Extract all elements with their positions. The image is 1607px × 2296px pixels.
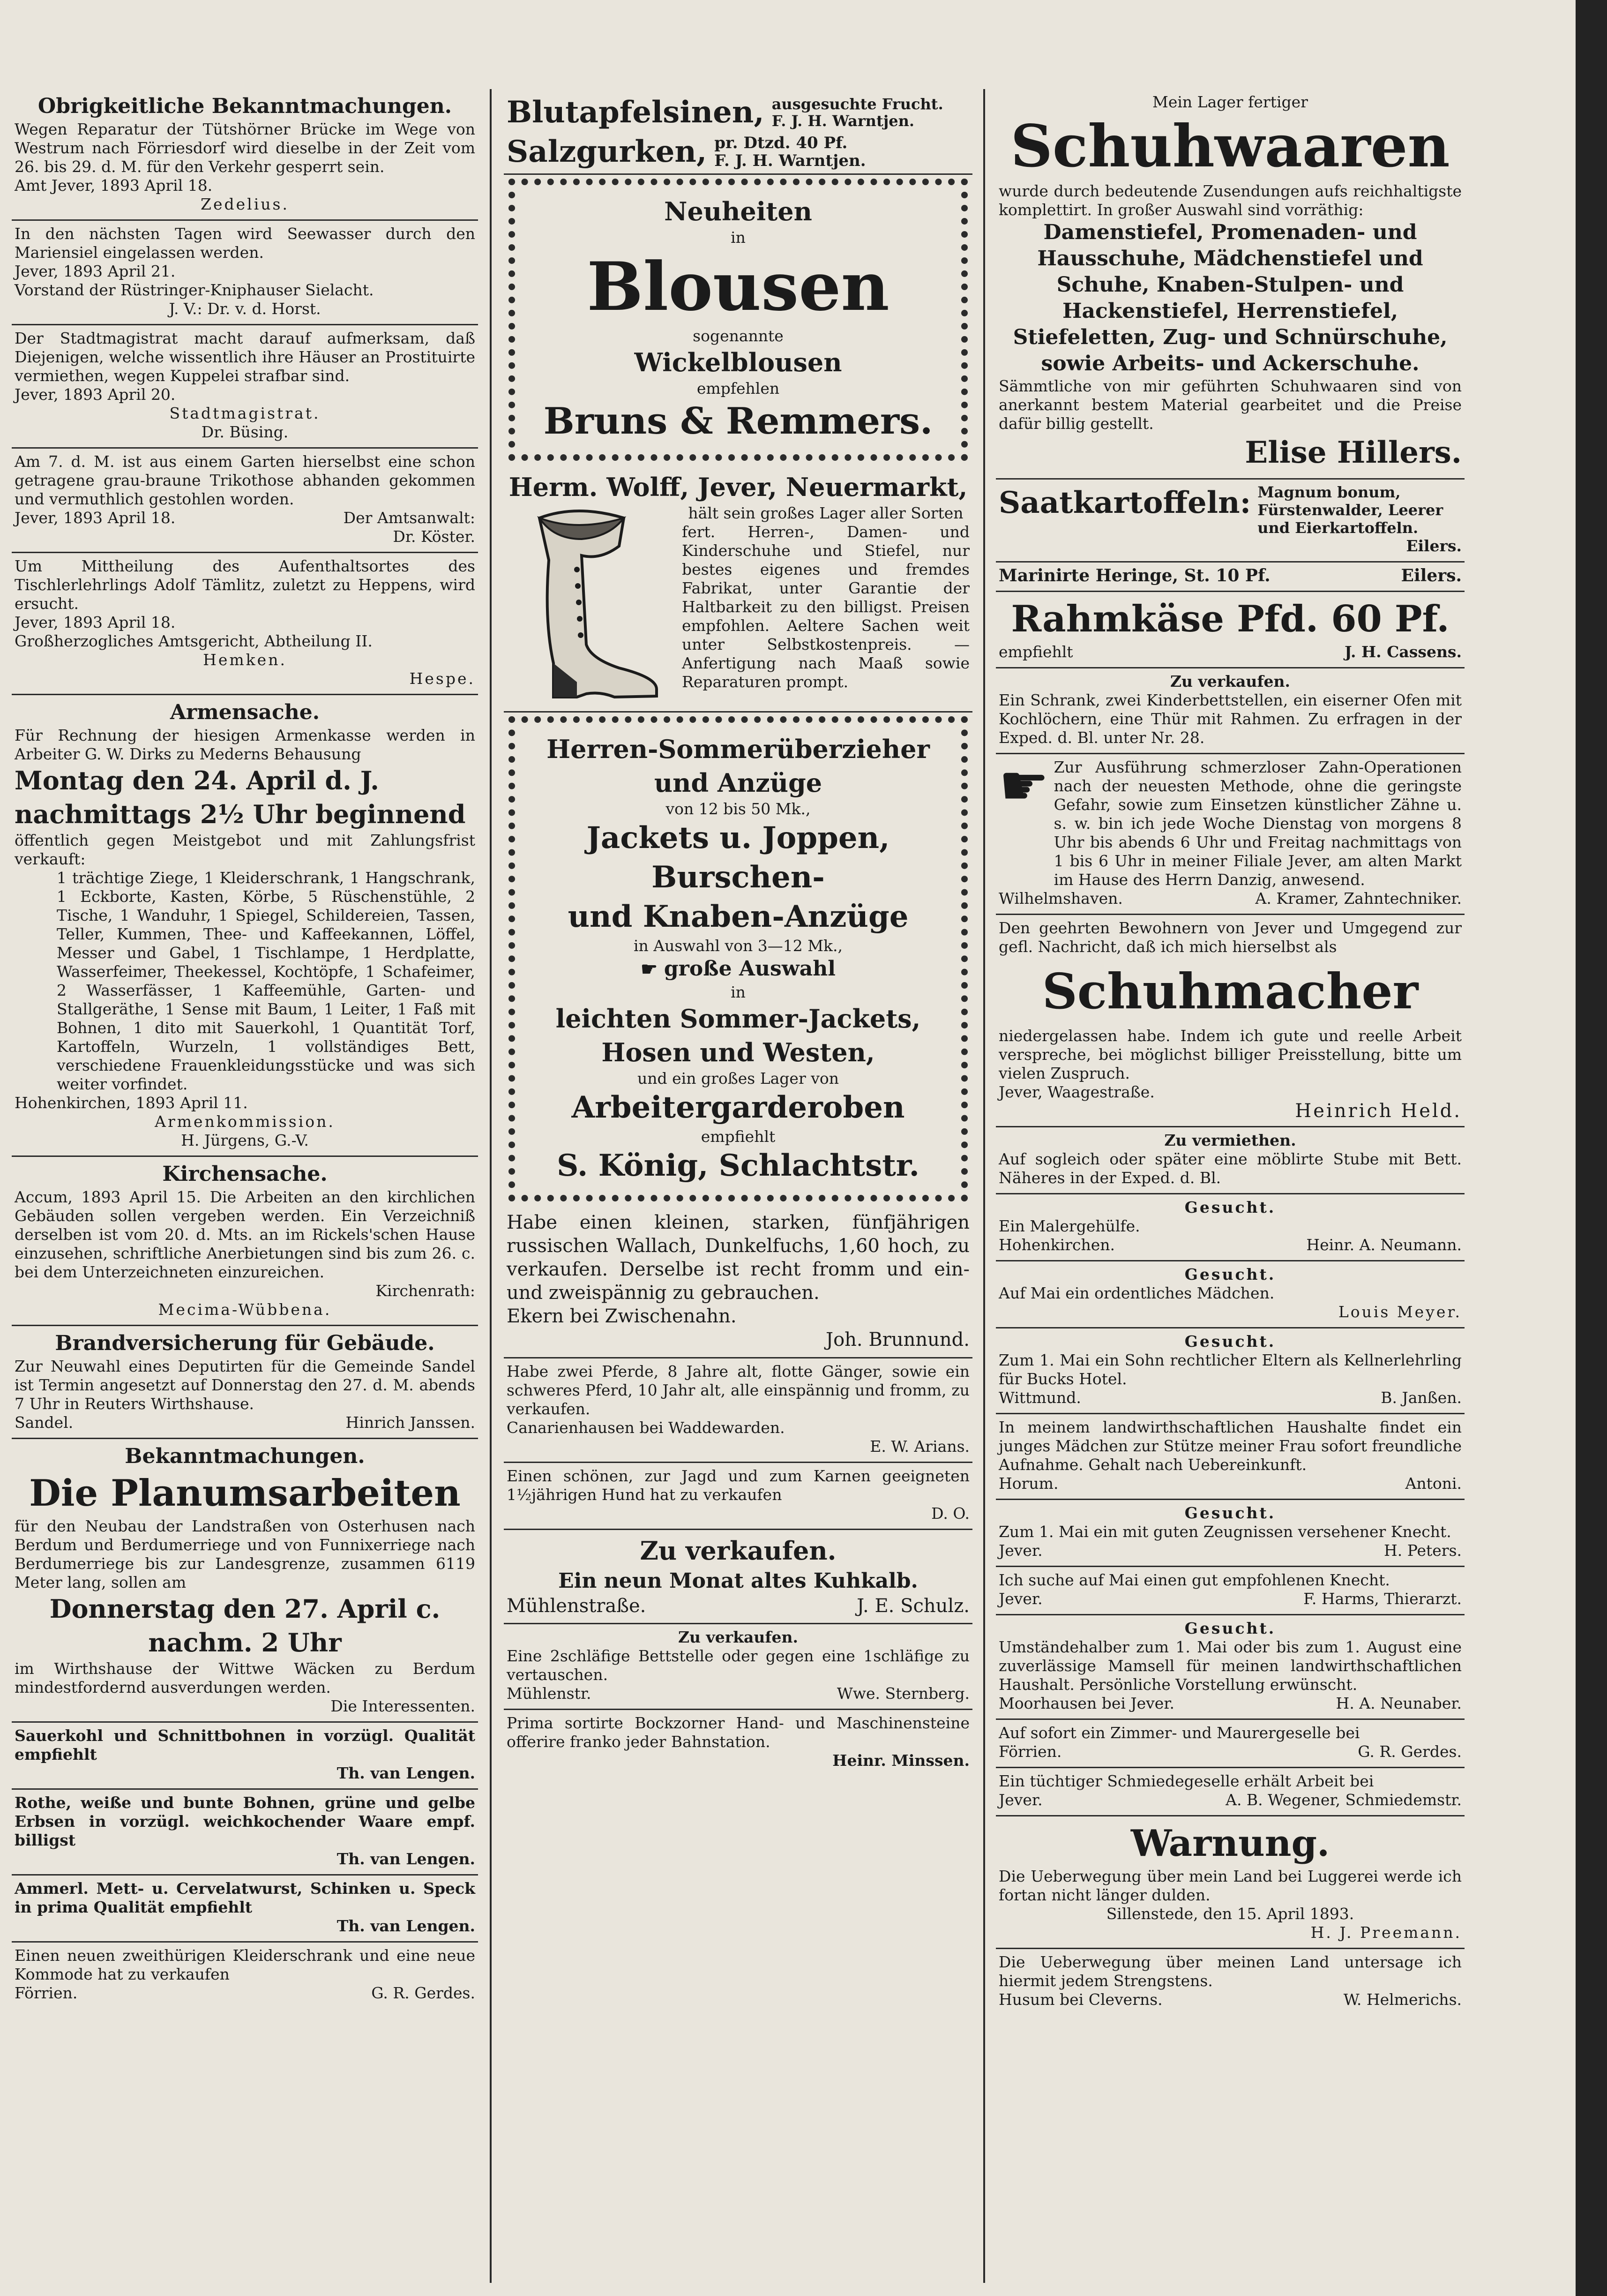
ad-blouses-frame	[508, 179, 968, 461]
ad-text: Die Ueberwegung über mein Land bei Luggerei werde ich fortan nicht länger dulden.	[999, 1867, 1462, 1904]
ad-line: Hosen und Westen,	[601, 1037, 875, 1067]
ad-signature: Louis Meyer.	[1338, 1303, 1462, 1321]
ad-signature: B. Janßen.	[1381, 1388, 1462, 1407]
ad-place: Mühlenstr.	[507, 1684, 591, 1703]
ad-text: Zur Ausführung schmerzloser Zahn-Operationen nach der neuesten Methode, ohne die geringste Gefahr, sowie zum Einsetzen künstlicher Zähne u. s. w. bin ich jede Woche Dienstag von morgens 8 Uhr bis abends 6 Uhr und Freitag nachmittags von 1 bis 6 Uhr in meiner Filiale Jever, am alten Markt im Hause des Herrn Danzig, anwesend.	[1054, 758, 1462, 889]
notice-poor-fund	[12, 695, 478, 1157]
ad-signature: Th. van Lengen.	[336, 1850, 475, 1868]
notice-signature: H. Jürgens, G.-V.	[181, 1131, 309, 1149]
ad-text: Auf sogleich oder später eine möblirte Stube mit Bett. Näheres in der Exped. d. Bl.	[999, 1150, 1462, 1187]
ad-title: Zu verkaufen.	[640, 1536, 837, 1566]
notice-signature: J. V.: Dr. v. d. Horst.	[169, 300, 321, 318]
notice-place: Jever, 1893 April 21.	[15, 262, 176, 280]
ad-line: empfiehlt	[701, 1127, 776, 1146]
ad-place: Ekern bei Zwischenahn.	[507, 1306, 737, 1327]
ad-sausage	[12, 1876, 478, 1943]
ad-signature: A. B. Wegener, Schmiedemstr.	[1226, 1791, 1462, 1809]
notice-place: Jever, 1893 April 20.	[15, 385, 176, 404]
ad-line: in	[731, 983, 746, 1001]
ad-title: Rahmkäse Pfd. 60 Pf.	[1011, 598, 1450, 640]
ad-line: Arbeitergarderoben	[571, 1090, 905, 1125]
column-right	[996, 89, 1465, 2277]
ad-text: Zum 1. Mai ein Sohn rechtlicher Eltern als Kellnerlehrling für Bucks Hotel.	[999, 1351, 1462, 1388]
ad-firm: Bruns & Remmers.	[543, 400, 933, 443]
ad-horse	[504, 1207, 972, 1358]
ad-title: Herm. Wolff, Jever, Neuermarkt,	[508, 472, 968, 502]
notice-text: Accum, 1893 April 15. Die Arbeiten an den kirchlichen Gebäuden sollen vergeben werden. Ein Verzeichniß derselben ist vom 20. d. Mts. an im Rickels'schen Hause einzusehen, schriftliche Anerbietungen sind bis zum 26. c. bei dem Unterzeichneten einzureichen.	[15, 1188, 475, 1281]
ad-title: Gesucht.	[1184, 1198, 1276, 1216]
notice-signature: Dr. Köster.	[393, 527, 475, 546]
ad-line: leichten Sommer-Jackets,	[555, 1004, 921, 1034]
ad-text: Zum 1. Mai ein mit guten Zeugnissen versehener Knecht.	[999, 1523, 1451, 1541]
ad-line: sogenannte	[693, 327, 784, 345]
ad-sauerkraut	[12, 1723, 478, 1790]
ad-place: Jever.	[999, 1541, 1043, 1560]
notice-date: Donnerstag den 27. April c.	[49, 1594, 441, 1624]
ad-beans	[12, 1790, 478, 1876]
ad-signature: H. A. Neunaber.	[1336, 1694, 1462, 1712]
ad-calf	[504, 1530, 972, 1624]
notice-fire-insurance	[12, 1326, 478, 1439]
notice-title: Kirchensache.	[162, 1162, 328, 1186]
notice-place: Jever, 1893 April 18.	[15, 509, 176, 527]
ad-text: Prima sortirte Bockzorner Hand- und Maschinensteine offerire franko jeder Bahnstation.	[507, 1714, 970, 1751]
ad-bed	[504, 1624, 972, 1710]
ad-wardrobe	[12, 1943, 478, 2008]
notice-org: Stadtmagistrat.	[169, 404, 321, 422]
ad-title: Zu vermiethen.	[1164, 1131, 1296, 1149]
ad-title: Gesucht.	[1184, 1265, 1276, 1283]
ad-place: Jever.	[999, 1791, 1043, 1809]
ad-place: Horum.	[999, 1474, 1059, 1493]
notice-title: Bekanntmachungen.	[125, 1444, 365, 1468]
notice-org: Großherzogliches Amtsgericht, Abtheilung II.	[15, 632, 373, 650]
notice-org: Vorstand der Rüstringer-Kniphauser Sielacht.	[15, 281, 374, 299]
ad-signature: F. J. H. Warntjen.	[714, 151, 866, 170]
ad-pickles	[507, 132, 970, 172]
ad-text: Rothe, weiße und bunte Bohnen, grüne und gelbe Erbsen in vorzügl. weichkochender Waare empf. billigst	[15, 1793, 475, 1849]
ad-wanted-apprentice	[996, 1328, 1465, 1414]
ad-note: pr. Dtzd. 40 Pf.	[714, 134, 848, 152]
ad-shoes-wolff	[504, 466, 972, 713]
pointing-hand-icon: ☛	[999, 753, 1049, 818]
ad-herring	[996, 563, 1465, 592]
ad-place: Förrien.	[15, 1984, 78, 2002]
ad-text: Auf Mai ein ordentliches Mädchen.	[999, 1284, 1275, 1302]
notice-signature: Hinrich Janssen.	[345, 1413, 475, 1432]
column-rule	[983, 89, 985, 2283]
ad-stones	[504, 1710, 972, 1776]
ad-title: Saatkartoffeln:	[999, 485, 1251, 520]
ad-text: Die Ueberwegung über meinen Land untersage ich hiermit jedem Strengstens.	[999, 1953, 1462, 1990]
ad-title: Blutapfelsinen,	[507, 95, 764, 130]
notice-signature: Mecima-Wübbena.	[158, 1300, 332, 1319]
ad-signature: J. E. Schulz.	[857, 1595, 970, 1617]
ad-place: Canarienhausen bei Waddewarden.	[507, 1418, 785, 1437]
ad-firm: S. König, Schlachtstr.	[557, 1148, 919, 1183]
ad-line: große Auswahl	[664, 957, 836, 981]
ad-title: Zu verkaufen.	[678, 1628, 799, 1646]
ad-line: Neuheiten	[664, 196, 812, 226]
ad-room	[996, 1127, 1465, 1194]
ad-dog	[504, 1463, 972, 1530]
ad-dentist	[996, 754, 1465, 915]
ad-subheadline: Wickelblousen	[634, 347, 842, 377]
ad-text: hält sein großes Lager aller Sorten	[688, 504, 964, 522]
column-rule	[490, 89, 492, 2283]
ad-signature: Th. van Lengen.	[336, 1917, 475, 1935]
ad-wanted-mamsell	[996, 1615, 1465, 1720]
ad-headline: Blousen	[587, 248, 889, 326]
ad-line: und Knaben-Anzüge	[568, 899, 909, 934]
ad-signature: Elise Hillers.	[1245, 435, 1462, 470]
notice-org: Der Amtsanwalt:	[343, 509, 475, 527]
ad-menswear-frame	[508, 716, 968, 1201]
notice-signature: Dr. Büsing.	[201, 423, 289, 441]
notice-magistrate	[12, 325, 478, 449]
ad-signature: H. Peters.	[1384, 1541, 1462, 1560]
ad-text: Ammerl. Mett- u. Cervelatwurst, Schinken u. Speck in prima Qualität empfiehlt	[15, 1879, 475, 1916]
ad-signature: Heinr. A. Neumann.	[1306, 1236, 1462, 1254]
pointing-hand-icon: ☛	[641, 958, 664, 980]
ad-text: Umständehalber zum 1. Mai oder bis zum 1. August eine zuverlässige Mamsell für meinen landwirthschaftlichen Haushalt. Persönliche Vorstellung erwünscht.	[999, 1638, 1462, 1694]
ad-text: Ein neun Monat altes Kuhkalb.	[558, 1569, 918, 1593]
ad-line: Mein Lager fertiger	[1152, 93, 1308, 111]
ad-place: Sillenstede, den 15. April 1893.	[1106, 1905, 1354, 1923]
ad-text: Habe einen kleinen, starken, fünfjährigen russischen Wallach, Dunkelfuchs, 1,60 hoch, zu verkaufen. Derselbe ist recht fromm und ein- und zweispännig zu gebrauchen.	[507, 1212, 970, 1304]
ad-headline: Schuhwaaren	[1010, 113, 1450, 180]
notice-text: Der Stadtmagistrat macht darauf aufmerksam, daß Diejenigen, welche wissentlich ihre Häuser an Prostituirte vermiethen, wegen Kuppelei strafbar sind.	[15, 329, 475, 385]
notice-seawater	[12, 221, 478, 325]
notice-signature-2: Hespe.	[409, 669, 475, 688]
ad-line: Jackets u. Joppen,	[586, 820, 890, 855]
ad-place: Jever.	[999, 1590, 1043, 1608]
notice-text: Um Mittheilung des Aufenthaltsortes des Tischlerlehrlings Adolf Tämlitz, zuletzt zu Heppens, wird ersucht.	[15, 557, 475, 613]
ad-text: In meinem landwirthschaftlichen Haushalte findet ein junges Mädchen zur Stütze meiner Frau sofort freundliche Aufnahme. Gehalt nach Uebereinkunft.	[999, 1418, 1462, 1474]
notice-text: Wegen Reparatur der Tütshörner Brücke im Wege von Westrum nach Förriesdorf wird dieselbe in der Zeit vom 26. bis 29. d. M. für den Verkehr gesperrt sein.	[15, 120, 475, 176]
ad-wanted-painter	[996, 1194, 1465, 1261]
notice-official	[12, 89, 478, 221]
ad-carpenter	[996, 1720, 1465, 1768]
ad-text: Habe zwei Pferde, 8 Jahre alt, flotte Gänger, sowie ein schweres Pferd, 10 Jahr alt, alle einspännig und fromm, zu verkaufen.	[507, 1362, 970, 1418]
ad-shoes-hillers	[996, 89, 1465, 480]
notice-court	[12, 553, 478, 695]
ad-note: empfiehlt	[999, 643, 1073, 661]
ad-title: Gesucht.	[1184, 1619, 1276, 1637]
ad-text: Auf sofort ein Zimmer- und Maurergeselle bei	[999, 1724, 1360, 1742]
notice-signature: Die Interessenten.	[330, 1697, 475, 1715]
ad-signature: Wwe. Sternberg.	[837, 1684, 970, 1703]
notice-text: für den Neubau der Landstraßen von Osterhusen nach Berdum und Berdumerriege und von Funnixerriege nach Berdumerriege bis zur Landesgrenze, zusammen 6119 Meter lang, sollen am	[15, 1517, 475, 1591]
notice-title: Obrigkeitliche Bekanntmachungen.	[37, 94, 452, 118]
ad-place: Husum bei Cleverns.	[999, 1990, 1163, 2009]
auction-date: Montag den 24. April d. J.	[15, 765, 379, 795]
notice-headline: Die Planumsarbeiten	[29, 1472, 461, 1515]
ad-text: Ein tüchtiger Schmiedegeselle erhält Arbeit bei	[999, 1772, 1374, 1790]
notice-org: Armenkommission.	[155, 1112, 335, 1131]
ad-text: Ein Schrank, zwei Kinderbettstellen, ein eiserner Ofen mit Kochlöchern, eine Thür mit Rahmen. Zu erfragen in der Exped. d. Bl. unter Nr. 28.	[999, 691, 1462, 747]
ad-headline: Schuhmacher	[1042, 962, 1419, 1020]
notice-text: Am 7. d. M. ist aus einem Garten hierselbst eine schon getragene grau-braune Trikothose abhanden gekommen und vermuthlich gestohlen worden.	[15, 452, 475, 508]
ad-text: Ich suche auf Mai einen gut empfohlenen Knecht.	[999, 1571, 1390, 1589]
ad-text: Sauerkohl und Schnittbohnen in vorzügl. Qualität empfiehlt	[15, 1726, 475, 1763]
notice-place: Hohenkirchen, 1893 April 11.	[15, 1094, 248, 1112]
ad-text: Den geehrten Bewohnern von Jever und Umgegend zur gefl. Nachricht, daß ich mich hierselbst als	[999, 919, 1462, 956]
ad-signature: Th. van Lengen.	[336, 1764, 475, 1782]
ad-place: Wittmund.	[999, 1388, 1081, 1407]
ad-text: Marinirte Heringe, St. 10 Pf.	[999, 566, 1271, 585]
ad-signature: G. R. Gerdes.	[1358, 1742, 1462, 1761]
ad-text: wurde durch bedeutende Zusendungen aufs reichhaltigste komplettirt. In großer Auswahl sind vorräthig:	[999, 182, 1462, 219]
ad-text-2: fert. Herren-, Damen- und Kinderschuhe und Stiefel, nur bestes eigenes und fremdes Fabrikat, unter Garantie der Haltbarkeit zu den billigst. Preisen empfohlen. Aeltere Sachen weit unter Selbstkostenpreis. — Anfertigung nach Maaß sowie Reparaturen prompt.	[682, 523, 970, 691]
scan-edge	[1576, 0, 1607, 2296]
ad-text-2: Sämmtliche von mir geführten Schuhwaaren sind von anerkannt bestem Material gearbeitet und die Preise dafür billig gestellt.	[999, 377, 1462, 433]
notice-place: Jever, 1893 April 18.	[15, 613, 176, 631]
ad-signature: Joh. Brunnund.	[826, 1329, 970, 1351]
notice-text: Zur Neuwahl eines Deputirten für die Gemeinde Sandel ist Termin angesetzt auf Donnerstag den 27. d. M. abends 7 Uhr in Reuters Wirthshause.	[15, 1357, 475, 1413]
ad-line: empfehlen	[696, 379, 780, 398]
ad-title: Zu verkaufen.	[1170, 672, 1291, 690]
ad-signature: G. R. Gerdes.	[371, 1984, 475, 2002]
notice-church	[12, 1157, 478, 1326]
ad-oranges	[504, 89, 972, 175]
ad-place: Jever, Waagestraße.	[999, 1083, 1155, 1101]
ad-text: Einen schönen, zur Jagd und zum Karnen geeigneten 1½jährigen Hund hat zu verkaufen	[507, 1467, 970, 1504]
ad-signature: A. Kramer, Zahntechniker.	[1255, 889, 1462, 908]
ad-wanted-maid	[996, 1261, 1465, 1328]
ad-signature: D. O.	[931, 1504, 970, 1523]
ad-place: Förrien.	[999, 1742, 1062, 1761]
notice-place: Amt Jever, 1893 April 18.	[15, 176, 213, 195]
ad-title: Warnung.	[1130, 1822, 1330, 1865]
ad-text: Ein Malergehülfe.	[999, 1217, 1140, 1235]
ad-household-help	[996, 1414, 1465, 1500]
notice-text-2: im Wirthshause der Wittwe Wäcken zu Berdum mindestfordernd ausverdungen werden.	[15, 1659, 475, 1696]
notice-signature: Zedelius.	[201, 195, 289, 213]
ad-line: in	[731, 228, 746, 247]
column-middle	[504, 89, 972, 2277]
ad-line: Herren-Sommerüberzieher	[546, 734, 930, 764]
ad-line: und ein großes Lager von	[637, 1069, 839, 1088]
ad-text: Magnum bonum, Fürstenwalder, Leerer und Eierkartoffeln.	[1257, 483, 1443, 537]
ad-signature: Antoni.	[1405, 1474, 1462, 1493]
ad-signature: F. Harms, Thierarzt.	[1303, 1590, 1462, 1608]
ad-wanted-farmhand	[996, 1500, 1465, 1567]
ad-text: Eine 2schläfige Bettstelle oder gegen eine 1schläfige zu vertauschen.	[507, 1647, 970, 1684]
notice-org: Kirchenrath:	[375, 1282, 475, 1300]
ad-warning	[996, 1816, 1465, 1949]
boot-illustration	[507, 504, 675, 705]
ad-place: Wilhelmshaven.	[999, 889, 1123, 908]
notice-text: Für Rechnung der hiesigen Armenkasse werden in Arbeiter G. W. Dirks zu Mederns Behausung	[15, 726, 475, 763]
ad-cheese	[996, 592, 1465, 668]
ad-line: Burschen-	[651, 860, 825, 895]
ad-note: ausgesuchte Frucht.	[771, 95, 943, 113]
ad-signature: Eilers.	[1401, 566, 1462, 585]
ad-warning-2	[996, 1949, 1465, 2015]
notice-title: Armensache.	[170, 700, 320, 724]
ad-signature: J. H. Cassens.	[1344, 643, 1462, 661]
auction-time: nachmittags 2½ Uhr beginnend	[15, 799, 466, 829]
ad-signature: H. J. Preemann.	[1310, 1923, 1462, 1942]
ad-text-2: niedergelassen habe. Indem ich gute und reelle Arbeit verspreche, bei möglichst billiger Preisstellung, bitte um vielen Zuspruch.	[999, 1027, 1462, 1082]
ad-line: und Anzüge	[654, 768, 822, 798]
auction-items: 1 trächtige Ziege, 1 Kleiderschrank, 1 Hangschrank, 1 Eckborte, Kasten, Körbe, 5 Rüschenstühle, 2 Tische, 1 Wanduhr, 1 Spiegel, Schildereien, Tassen, Teller, Kummen, Thee- und Kaffeekannen, Löffel, Messer und Gabel, 1 Tischlampe, 1 Herdplatte, Wasserfeimer, Theekessel, Kochtöpfe, 1 Schafeimer, 2 Wasserfässer, 1 Kaffeemühle, Garten- und Stallgeräthe, 1 Sense mit Baum, 1 Leiter, 1 Faß mit Bohnen, 1 dito mit Sauerkohl, 1 Quantität Torf, Kartoffeln, Wurzeln, 1 vollständiges Bett, verschiedene Frauenkleidungsstücke und was sich weiter vorfindet.	[57, 869, 475, 1093]
ad-title: Gesucht.	[1184, 1504, 1276, 1522]
ad-title: Salzgurken,	[507, 134, 707, 169]
ad-signature: E. W. Arians.	[870, 1437, 970, 1456]
ad-title: Gesucht.	[1184, 1332, 1276, 1351]
ad-signature: Heinrich Held.	[1295, 1100, 1462, 1122]
ad-smith	[996, 1768, 1465, 1816]
notice-signature: Hemken.	[203, 651, 287, 669]
ad-place: Mühlenstraße.	[507, 1595, 646, 1617]
ad-signature: Heinr. Minssen.	[832, 1751, 970, 1770]
ad-line: von 12 bis 50 Mk.,	[665, 800, 811, 818]
ad-signature: Eilers.	[1406, 537, 1462, 555]
notice-text: In den nächsten Tagen wird Seewasser durch den Mariensiel eingelassen werden.	[15, 225, 475, 262]
ad-text: Einen neuen zweithürigen Kleiderschrank und eine neue Kommode hat zu verkaufen	[15, 1946, 475, 1983]
notice-roadworks	[12, 1439, 478, 1723]
notice-theft	[12, 449, 478, 553]
ad-list: Damenstiefel, Promenaden- und Hausschuhe, Mädchenstiefel und Schuhe, Knaben-Stulpen- und Hackenstiefel, Herrenstiefel, Stiefeletten, Zug- und Schnürschuhe, sowie Arbeits- und Ackerschuhe.	[1013, 220, 1448, 375]
ad-place: Hohenkirchen.	[999, 1236, 1115, 1254]
ad-potatoes	[996, 480, 1465, 563]
notice-time: nachm. 2 Uhr	[148, 1628, 342, 1658]
notice-place: Sandel.	[15, 1413, 74, 1432]
ad-place: Moorhausen bei Jever.	[999, 1694, 1174, 1712]
ad-horses	[504, 1358, 972, 1463]
ad-line: in Auswahl von 3—12 Mk.,	[633, 937, 843, 955]
notice-title: Brandversicherung für Gebäude.	[55, 1331, 435, 1355]
notice-text-2: öffentlich gegen Meistgebot und mit Zahlungsfrist verkauft:	[15, 831, 475, 868]
ad-furniture	[996, 668, 1465, 754]
column-left	[12, 89, 478, 2277]
ad-signature: F. J. H. Warntjen.	[771, 112, 915, 130]
ad-shoemaker	[996, 915, 1465, 1127]
ad-farmhand-2	[996, 1567, 1465, 1615]
ad-signature: W. Helmerichs.	[1343, 1990, 1462, 2009]
